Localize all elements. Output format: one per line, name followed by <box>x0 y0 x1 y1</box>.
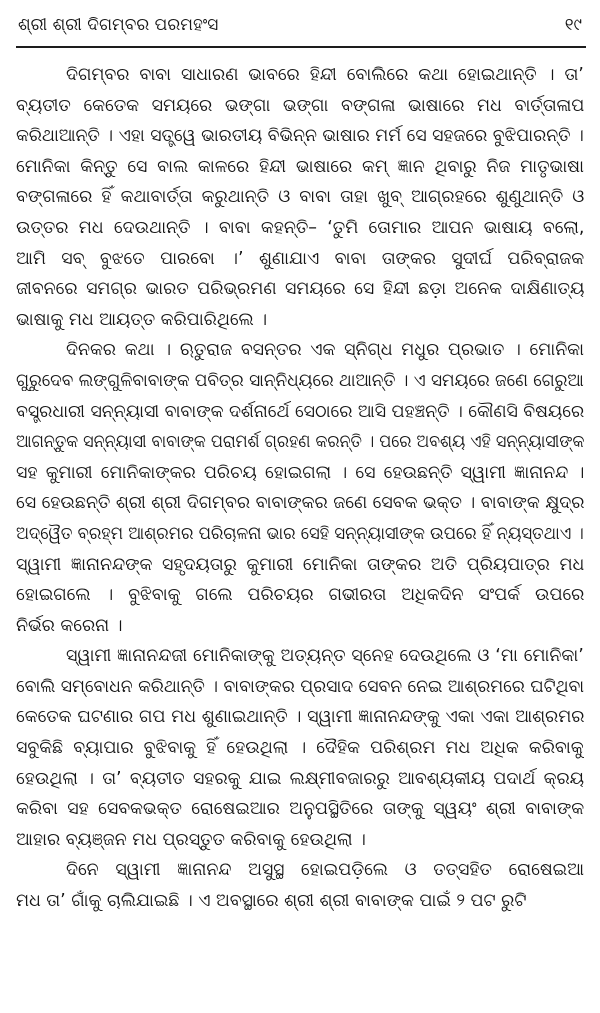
header-rule <box>16 46 586 48</box>
text-line: ଆହାର ବ୍ୟଞ୍ଜନ ମଧ ପ୍ରସ୍ତୁତ କରିବାକୁ ହେଉଥିଲା । <box>16 829 366 850</box>
text-line: ଦିଗମ୍ବର ବାବା ସାଧାରଣ ଭାବରେ ହିନ୍ଦୀ ବୋଲିରେ କଥା ହୋଇଥାନ୍ତି । ତା’ <box>66 65 584 85</box>
text-line: ନିର୍ଭର କରେନା । <box>16 615 123 636</box>
text-line: ଆମି ସବ୍ ବୁଝତେ ପାରବୋ ।’ ଶୁଣାଯାଏ ବାବା ତାଙ୍କର ସୁଦୀର୍ଘ ପରିବ୍ରାଜକ <box>16 248 584 269</box>
text-line: ବସ୍ତ୍ରଧାରୀ ସନ୍ନ୍ୟାସୀ ବାବାଙ୍କ ଦର୍ଶନାର୍ଥେ ସେଠାରେ ଆସି ପହଞ୍ଚନ୍ତି । କୌଣସି ବିଷୟରେ <box>16 401 584 422</box>
text-line: ହୋଇଗଲେ । ବୁଝିବାକୁ ଗଲେ ପରିଚୟର ଗଭୀରତା ଅଧିକଦିନ ସଂପର୍କ ଉପରେ <box>16 585 584 606</box>
text-line: ସେ ହେଉଛନ୍ତି ଶ୍ରୀ ଶ୍ରୀ ଦିଗମ୍ବର ବାବାଙ୍କର ଜଣେ ସେବକ ଭକ୍ତ । ବାବାଙ୍କ କ୍ଷୁଦ୍ର <box>16 493 584 514</box>
text-line: ସ୍ୱାମୀ ଜ୍ଞାନାନନ୍ଦଙ୍କ ସହୃଦୟତାରୁ କୁମାରୀ ମୋନିକା ତାଙ୍କର ଅତି ପ୍ରିୟପାତ୍ର ମଧ <box>16 554 584 575</box>
text-line: ବ୍ୟତୀତ କେତେକ ସମୟରେ ଭଙ୍ଗା ଭଙ୍ଗା ବଙ୍ଗଳା ଭାଷାରେ ମଧ ବାର୍ତ୍ତାଳାପ <box>16 95 584 116</box>
page-header <box>18 8 582 42</box>
text-line: ଜୀବନରେ ସମଗ୍ର ଭାରତ ପରିଭ୍ରମଣ ସମୟରେ ସେ ହିନ୍ଦୀ ଛଡ଼ା ଅନେକ ଦାକ୍ଷିଣାତ୍ୟ <box>16 279 584 300</box>
text-line: ଉତ୍ତର ମଧ ଦେଉଥାନ୍ତି । ବାବା କହନ୍ତି– ‘ତୁମି ତୋମାର ଆପନ ଭାଷାୟ ବଲୋ, <box>16 217 584 238</box>
text-line: ଭାଷାକୁ ମଧ ଆୟତ୍ତ କରିପାରିଥିଲେ । <box>16 309 268 330</box>
text-line: ଦିନେ ସ୍ୱାମୀ ଜ୍ଞାନାନନ୍ଦ ଅସୁସ୍ଥ ହୋଇପଡ଼ିଲେ ଓ ତତ୍‌ସହିତ ରୋଷେଇଆ <box>66 860 584 881</box>
text-line: ଗୁରୁଦେବ ଲଙ୍ଗୁଳିବାବାଙ୍କ ପବିତ୍ର ସାନ୍ନିଧ୍ୟରେ ଥାଆନ୍ତି । ଏ ସମୟରେ ଜଣେ ଗେରୁଆ <box>16 370 584 391</box>
text-line: ହେଉଥିଲା । ତା’ ବ୍ୟତୀତ ସହରକୁ ଯାଇ ଲକ୍ଷ୍ମୀବଜାରରୁ ଆବଶ୍ୟକୀୟ ପଦାର୍ଥ କ୍ରୟ <box>16 768 584 789</box>
text-line: କେତେକ ଘଟଣାର ଗପ ମଧ ଶୁଣାଇଥାନ୍ତି । ସ୍ୱାମୀ ଜ୍ଞାନାନନ୍ଦଙ୍କୁ ଏକା ଏକା ଆଶ୍ରମର <box>16 707 584 728</box>
text-line: ଦିନକର କଥା । ଋତୁରାଜ ବସନ୍ତର ଏକ ସ୍ନିଗ୍ଧ ମଧୁର ପ୍ରଭାତ । ମୋନିକା <box>66 340 584 361</box>
text-line: ବଙ୍ଗଳାରେ ହିଁ କଥାବାର୍ତ୍ତା କରୁଥାନ୍ତି ଓ ବାବା ତାହା ଖୁବ୍ ଆଗ୍ରହରେ ଶୁଣୁଥାନ୍ତି ଓ <box>16 187 584 208</box>
text-line: ମଧ ତା’ ଗାଁକୁ ଚାଲିଯାଇଛି । ଏ ଅବସ୍ଥାରେ ଶ୍ରୀ ଶ୍ରୀ ବାବାଙ୍କ ପାଇଁ ୨ ପଟ ରୁଟି <box>16 891 527 912</box>
paragraph <box>16 855 584 916</box>
text-line: ସହ କୁମାରୀ ମୋନିକାଙ୍କର ପରିଚୟ ହୋଇଗଲା । ସେ ହେଉଛନ୍ତି ସ୍ୱାମୀ ଜ୍ଞାନାନନ୍ଦ । <box>16 462 584 483</box>
text-line: ମୋନିକା କିନ୍ତୁ ସେ ବାଲ କାଳରେ ହିନ୍ଦୀ ଭାଷାରେ କମ୍ ଜ୍ଞାନ ଥିବାରୁ ନିଜ ମାତୃଭାଷା <box>16 156 584 177</box>
text-line: ସ୍ୱାମୀ ଜ୍ଞାନାନନ୍ଦଜୀ ମୋନିକାଙ୍କୁ ଅତ୍ୟନ୍ତ ସ୍ନେହ ଦେଉଥିଲେ ଓ ‘ମା ମୋନିକା’ <box>66 646 584 667</box>
text-line: କରିବା ସହ ସେବକଭକ୍ତ ରୋଷେଇଆର ଅନୁପସ୍ଥିତିରେ ତାଙ୍କୁ ସ୍ୱୟଂ ଶ୍ରୀ ବାବାଙ୍କ <box>16 799 584 820</box>
page-number: ୧୯ <box>564 15 582 35</box>
text-line: ବୋଲି ସମ୍ବୋଧନ କରିଥାନ୍ତି । ବାବାଙ୍କର ପ୍ରସାଦ ସେବନ ନେଇ ଆଶ୍ରମରେ ଘଟିଥିବା <box>16 676 584 697</box>
paragraph <box>16 641 584 855</box>
text-line: କରିଥାଆନ୍ତି । ଏହା ସତ୍ତ୍ୱେ ଭାରତୀୟ ବିଭିନ୍ନ ଭାଷାର ମର୍ମ ସେ ସହଜରେ ବୁଝିପାରନ୍ତି । <box>16 126 584 147</box>
body-text <box>16 60 584 917</box>
text-line: ସବୁକିଛି ବ୍ୟାପାର ବୁଝିବାକୁ ହିଁ ହେଉଥିଲା । ଦୈହିକ ପରିଶ୍ରମ ମଧ ଅଧିକ କରିବାକୁ <box>16 738 584 759</box>
paragraph <box>16 335 584 641</box>
paragraph <box>16 60 584 335</box>
text-line: ଅଦ୍ୱୈତ ବ୍ରହ୍ମ ଆଶ୍ରମର ପରିଚାଳନା ଭାର ସେହି ସନ୍ନ୍ୟାସୀଙ୍କ ଉପରେ ହିଁ ନ୍ୟସ୍ତଥାଏ । <box>16 523 584 544</box>
text-line: ଆଗନ୍ତୁକ ସନ୍ନ୍ୟାସୀ ବାବାଙ୍କ ପରାମର୍ଶ ଗ୍ରହଣ କରନ୍ତି । ପରେ ଅବଶ୍ୟ ଏହି ସନ୍ନ୍ୟାସୀଙ୍କ <box>16 432 584 453</box>
running-title: ଶ୍ରୀ ଶ୍ରୀ ଦିଗମ୍ବର ପରମହଂସ <box>18 15 219 35</box>
